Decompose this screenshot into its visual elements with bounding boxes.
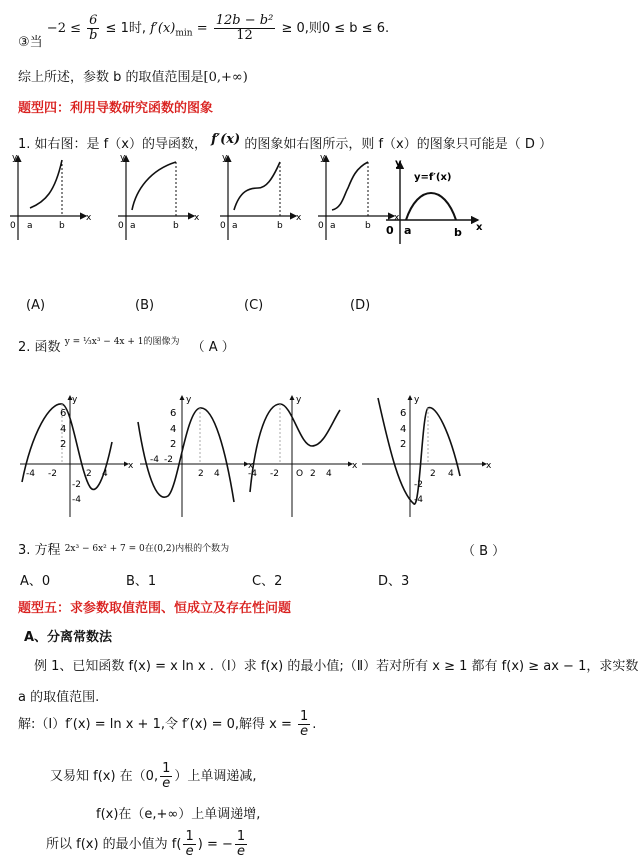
section-title: 题型四：利用导数研究函数的图象	[18, 101, 214, 116]
svg-text:2: 2	[86, 469, 92, 479]
svg-text:-2: -2	[72, 480, 81, 490]
subsection-title: A、分离常数法	[24, 630, 113, 645]
fraction: $\frac{1}{e}$	[185, 829, 194, 859]
svg-text:x: x	[296, 213, 302, 223]
svg-text:a: a	[130, 221, 136, 231]
minimum-line: 所以 f(x) 的最小值为 f( $\frac{1}{e}$ ) = − $\frac{1}{e}$	[46, 829, 246, 859]
svg-text:x: x	[394, 213, 400, 223]
svg-text:-2: -2	[48, 469, 57, 479]
q2-graph-b	[138, 395, 254, 517]
svg-text:4: 4	[214, 469, 220, 479]
option-d: (D)	[350, 298, 371, 313]
svg-text:-2: -2	[414, 480, 423, 490]
svg-text:y: y	[296, 395, 302, 405]
svg-text:4: 4	[326, 469, 332, 479]
svg-text:x: x	[476, 222, 483, 233]
svg-text:y: y	[120, 153, 126, 163]
svg-text:y: y	[320, 153, 326, 163]
svg-text:4: 4	[400, 424, 407, 435]
svg-text:x: x	[352, 461, 358, 471]
svg-text:2: 2	[310, 469, 316, 479]
svg-text:b: b	[454, 226, 462, 239]
increasing-line: f(x)在（e,+∞）上单调递增,	[96, 807, 261, 822]
example-1-line1: 例 1、已知函数 f(x) = x ln x .（Ⅰ）求 f(x) 的最小值;（Ⅱ）若对所有 x ≥ 1 都有 f(x) ≥ ax − 1，求实数	[34, 659, 639, 674]
svg-text:0: 0	[318, 221, 324, 231]
svg-text:b: b	[59, 221, 65, 231]
solution-line: 解:（Ⅰ）f′(x) = ln x + 1,令 f′(x) = 0,解得 x = $\frac{1}{e}$ .	[18, 709, 317, 739]
svg-text:x: x	[194, 213, 200, 223]
q1-graphs	[0, 140, 640, 250]
q2-graph-c	[248, 395, 358, 517]
svg-text:4: 4	[448, 469, 454, 479]
fraction: $\frac{1}{e}$	[162, 761, 171, 791]
svg-text:0: 0	[10, 221, 16, 231]
question-1: 1. 如右图：是 f（x）的导函数， f′(x) 的图象如右图所示，则 f（x）的图象只可能是（ D ）	[18, 132, 552, 152]
svg-text:-2: -2	[270, 469, 279, 479]
svg-text:y=f′(x): y=f′(x)	[414, 172, 452, 183]
svg-text:x: x	[128, 461, 134, 471]
svg-text:4: 4	[60, 424, 67, 435]
svg-text:4: 4	[170, 424, 177, 435]
fraction: $\frac{\text{12b − b²}}{12}$	[215, 13, 274, 43]
svg-text:O: O	[296, 469, 304, 479]
svg-text:2: 2	[400, 439, 407, 450]
svg-text:0: 0	[118, 221, 124, 231]
graph-fprime	[386, 158, 483, 244]
svg-text:0: 0	[386, 224, 394, 237]
svg-text:b: b	[173, 221, 179, 231]
q3-option-d: D、3	[378, 574, 410, 589]
svg-text:a: a	[330, 221, 336, 231]
condition-line: ③当 −2 ≤ $\frac{6}{b}$ ≤ 1时, $f'(x)_{min}$ = $\frac{\text{12b − b²}}{12}$ ≥ 0,则0 ≤ b ≤ 6.	[18, 13, 390, 50]
svg-text:2: 2	[198, 469, 204, 479]
graph-b	[118, 153, 200, 240]
q3-option-b: B、1	[126, 574, 157, 589]
svg-text:y: y	[395, 158, 402, 169]
svg-text:x: x	[86, 213, 92, 223]
svg-text:-2: -2	[164, 455, 173, 465]
svg-text:x: x	[248, 461, 254, 471]
graph-c	[220, 153, 302, 240]
svg-text:y: y	[222, 153, 228, 163]
svg-text:a: a	[27, 221, 33, 231]
q2-graph-d	[362, 395, 492, 517]
graph-a	[10, 153, 92, 240]
svg-text:0: 0	[220, 221, 226, 231]
svg-text:y: y	[72, 395, 78, 405]
svg-text:4: 4	[102, 469, 108, 479]
svg-text:6: 6	[60, 408, 67, 419]
conclusion-line: 综上所述，参数 b 的取值范围是[0,+∞)	[18, 70, 248, 85]
svg-text:6: 6	[400, 408, 407, 419]
q2-graph-a	[20, 395, 134, 517]
example-1-line2: a 的取值范围.	[18, 690, 100, 705]
svg-text:6: 6	[170, 408, 177, 419]
svg-text:a: a	[232, 221, 238, 231]
svg-text:y: y	[186, 395, 192, 405]
svg-text:2: 2	[170, 439, 177, 450]
option-a: (A)	[26, 298, 46, 313]
decreasing-line: 又易知 f(x) 在（0, $\frac{1}{e}$ ）上单调递减,	[50, 761, 257, 791]
svg-text:-4: -4	[26, 469, 35, 479]
q3-option-c: C、2	[252, 574, 283, 589]
q3-answer: （ B ）	[462, 544, 506, 559]
q2-graphs	[0, 392, 640, 522]
question-2: 2. 函数 $^{y = \frac{1}{3}x^3 - 4x + 1的图像为}$ （ A ）	[18, 337, 235, 355]
svg-text:2: 2	[60, 439, 67, 450]
svg-text:-4: -4	[150, 455, 159, 465]
option-c: (C)	[244, 298, 264, 313]
svg-text:a: a	[404, 224, 412, 237]
svg-text:2: 2	[430, 469, 436, 479]
svg-text:x: x	[486, 461, 492, 471]
svg-text:y: y	[414, 395, 420, 405]
option-b: (B)	[135, 298, 155, 313]
fraction: $\frac{1}{e}$	[236, 829, 246, 859]
svg-text:-4: -4	[248, 469, 257, 479]
svg-text:b: b	[277, 221, 283, 231]
fraction: $\frac{6}{b}$	[89, 13, 98, 43]
svg-text:b: b	[365, 221, 371, 231]
svg-text:-4: -4	[414, 495, 423, 505]
q3-option-a: A、0	[20, 574, 51, 589]
svg-text:y: y	[12, 153, 18, 163]
fraction: $\frac{1}{e}$	[300, 709, 309, 739]
svg-text:-4: -4	[72, 495, 81, 505]
question-3: 3. 方程 $^{2x^3 - 6x^2 + 7 = 0在(0,2)内根的个数为}$	[18, 543, 230, 558]
section-title: 题型五：求参数取值范围、恒成立及存在性问题	[18, 601, 292, 616]
